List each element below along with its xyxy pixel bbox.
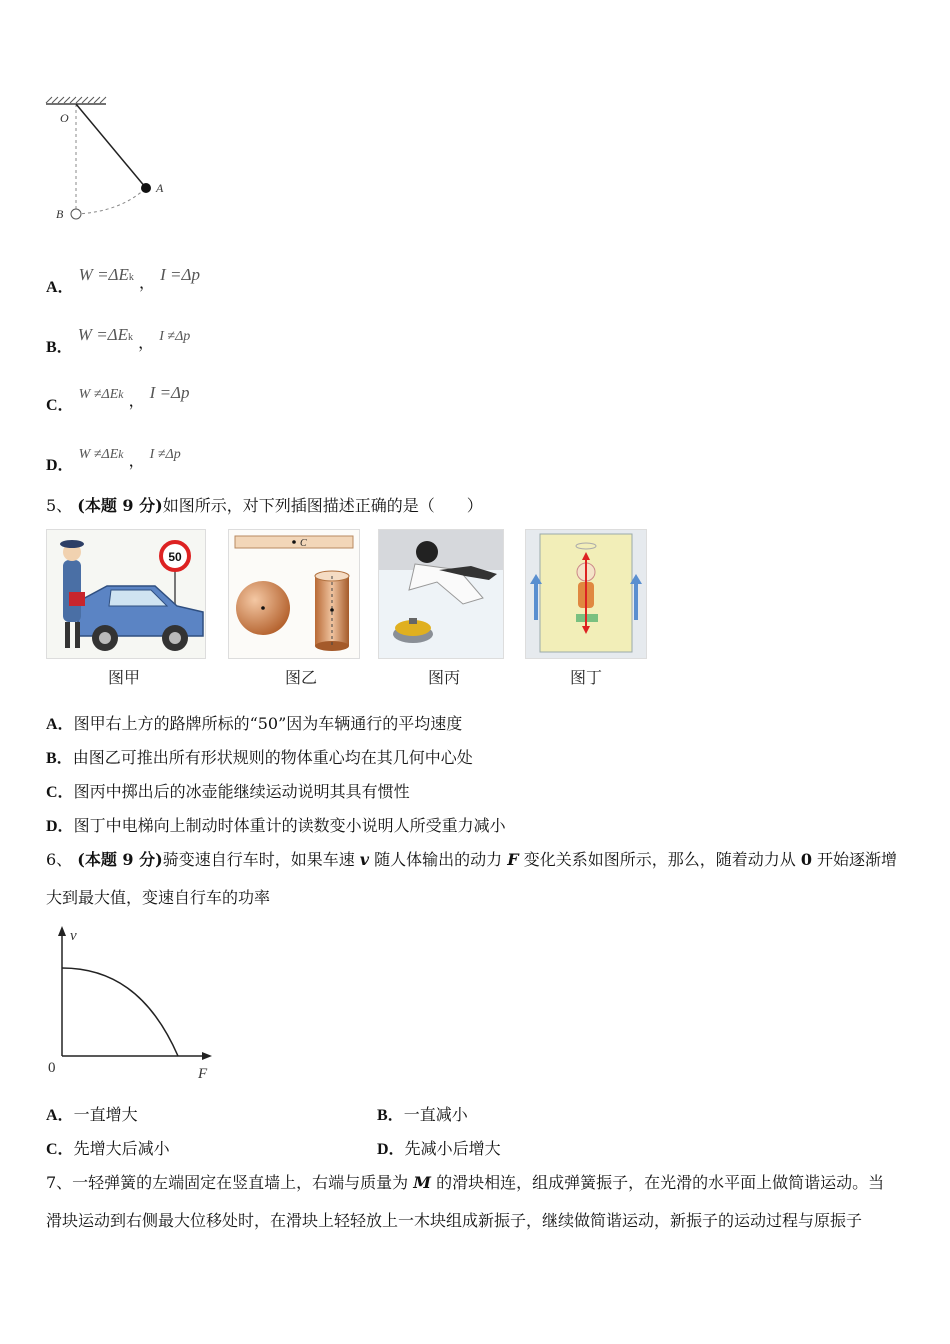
figure-bing-caption: 图丙 (427, 668, 460, 687)
v-f-curve (62, 968, 178, 1056)
q6-option-c[interactable]: C．先增大后减小 (46, 1139, 170, 1158)
elevator-illustration (526, 530, 646, 658)
label-b: B (56, 207, 64, 221)
q5-option-a[interactable]: A．图甲右上方的路牌所标的“50”因为车辆通行的平均速度 (46, 714, 463, 733)
figure-jia-caption: 图甲 (107, 668, 140, 687)
y-axis-arrow (58, 926, 66, 936)
pendulum-figure (40, 92, 180, 227)
q4-c-w: W ≠ΔEk (78, 387, 124, 402)
ceiling-hatch (46, 97, 106, 103)
curling-illustration (379, 530, 503, 658)
q7-stem-line1: 7、一轻弹簧的左端固定在竖直墙上，右端与质量为 M 的滑块相连，组成弹簧振子，在光滑的水平面上做简谐运动。当 (46, 1173, 885, 1192)
figure-ding (525, 529, 647, 659)
swing-arc (76, 188, 146, 214)
origin-label: 0 (48, 1060, 56, 1076)
label-o: O (60, 111, 69, 125)
q6-stem-line1: 6、 (本题 9 分)骑变速自行车时，如果车速 v 随人体输出的动力 F 变化关系如图所示，那么，随着动力从 0 开始逐渐增 (46, 850, 898, 869)
q4-a-i: I =Δp (160, 265, 200, 284)
figure-yi-caption: 图乙 (284, 668, 317, 687)
q4-option-c[interactable]: C． W ≠ΔEk ， I =Δp (46, 383, 190, 414)
shapes-illustration (229, 530, 359, 658)
q6-stem-line2: 大到最大值，变速自行车的功率 (46, 888, 271, 907)
v-f-graph (40, 922, 220, 1082)
x-axis-label: F (198, 1066, 208, 1082)
q4-option-a[interactable]: A． W =ΔEk ， I =Δp (46, 265, 200, 296)
figure-bing (378, 529, 504, 659)
q5-option-d[interactable]: D．图丁中电梯向上制动时体重计的读数变小说明人所受重力减小 (46, 816, 506, 835)
q6-option-a[interactable]: A．一直增大 (46, 1105, 138, 1124)
svg-text:C: C (300, 538, 307, 549)
q7-stem-line2: 滑块运动到右侧最大位移处时，在滑块上轻轻放上一木块组成新振子，继续做简谐运动，新振子的运动过程与原振子 (46, 1211, 863, 1230)
q4-b-i: I ≠Δp (159, 329, 191, 344)
pendulum-string (76, 104, 146, 188)
q5-option-b[interactable]: B．由图乙可推出所有形状规则的物体重心均在其几何中心处 (46, 748, 473, 767)
q6-option-b[interactable]: B．一直减小 (377, 1105, 468, 1124)
speed-sign-text: 50 (168, 550, 182, 564)
bob-b (71, 209, 81, 219)
q4-c-i: I =Δp (149, 383, 190, 402)
q4-d-w: W ≠ΔEk (78, 447, 124, 462)
q5-stem: 5、 (本题 9 分)如图所示，对下列插图描述正确的是（ ） (46, 496, 483, 515)
car-illustration (47, 530, 205, 658)
q6-option-d[interactable]: D．先减小后增大 (377, 1139, 501, 1158)
q5-option-c[interactable]: C．图丙中掷出后的冰壶能继续运动说明其具有惯性 (46, 782, 410, 801)
y-axis-label: v (70, 928, 77, 944)
q4-a-w: W =ΔEk (78, 265, 134, 284)
figure-jia (46, 529, 206, 659)
label-a: A (156, 181, 164, 195)
bob-a (141, 183, 151, 193)
figure-yi (228, 529, 360, 659)
q4-option-b[interactable]: B． W =ΔEk ， I ≠Δp (46, 325, 191, 356)
q4-b-w: W =ΔEk (77, 325, 134, 344)
q4-option-d[interactable]: D． W ≠ΔEk ， I ≠Δp (46, 447, 181, 474)
x-axis-arrow (202, 1052, 212, 1060)
q4-d-i: I ≠Δp (149, 447, 181, 462)
figure-ding-caption: 图丁 (569, 668, 602, 687)
